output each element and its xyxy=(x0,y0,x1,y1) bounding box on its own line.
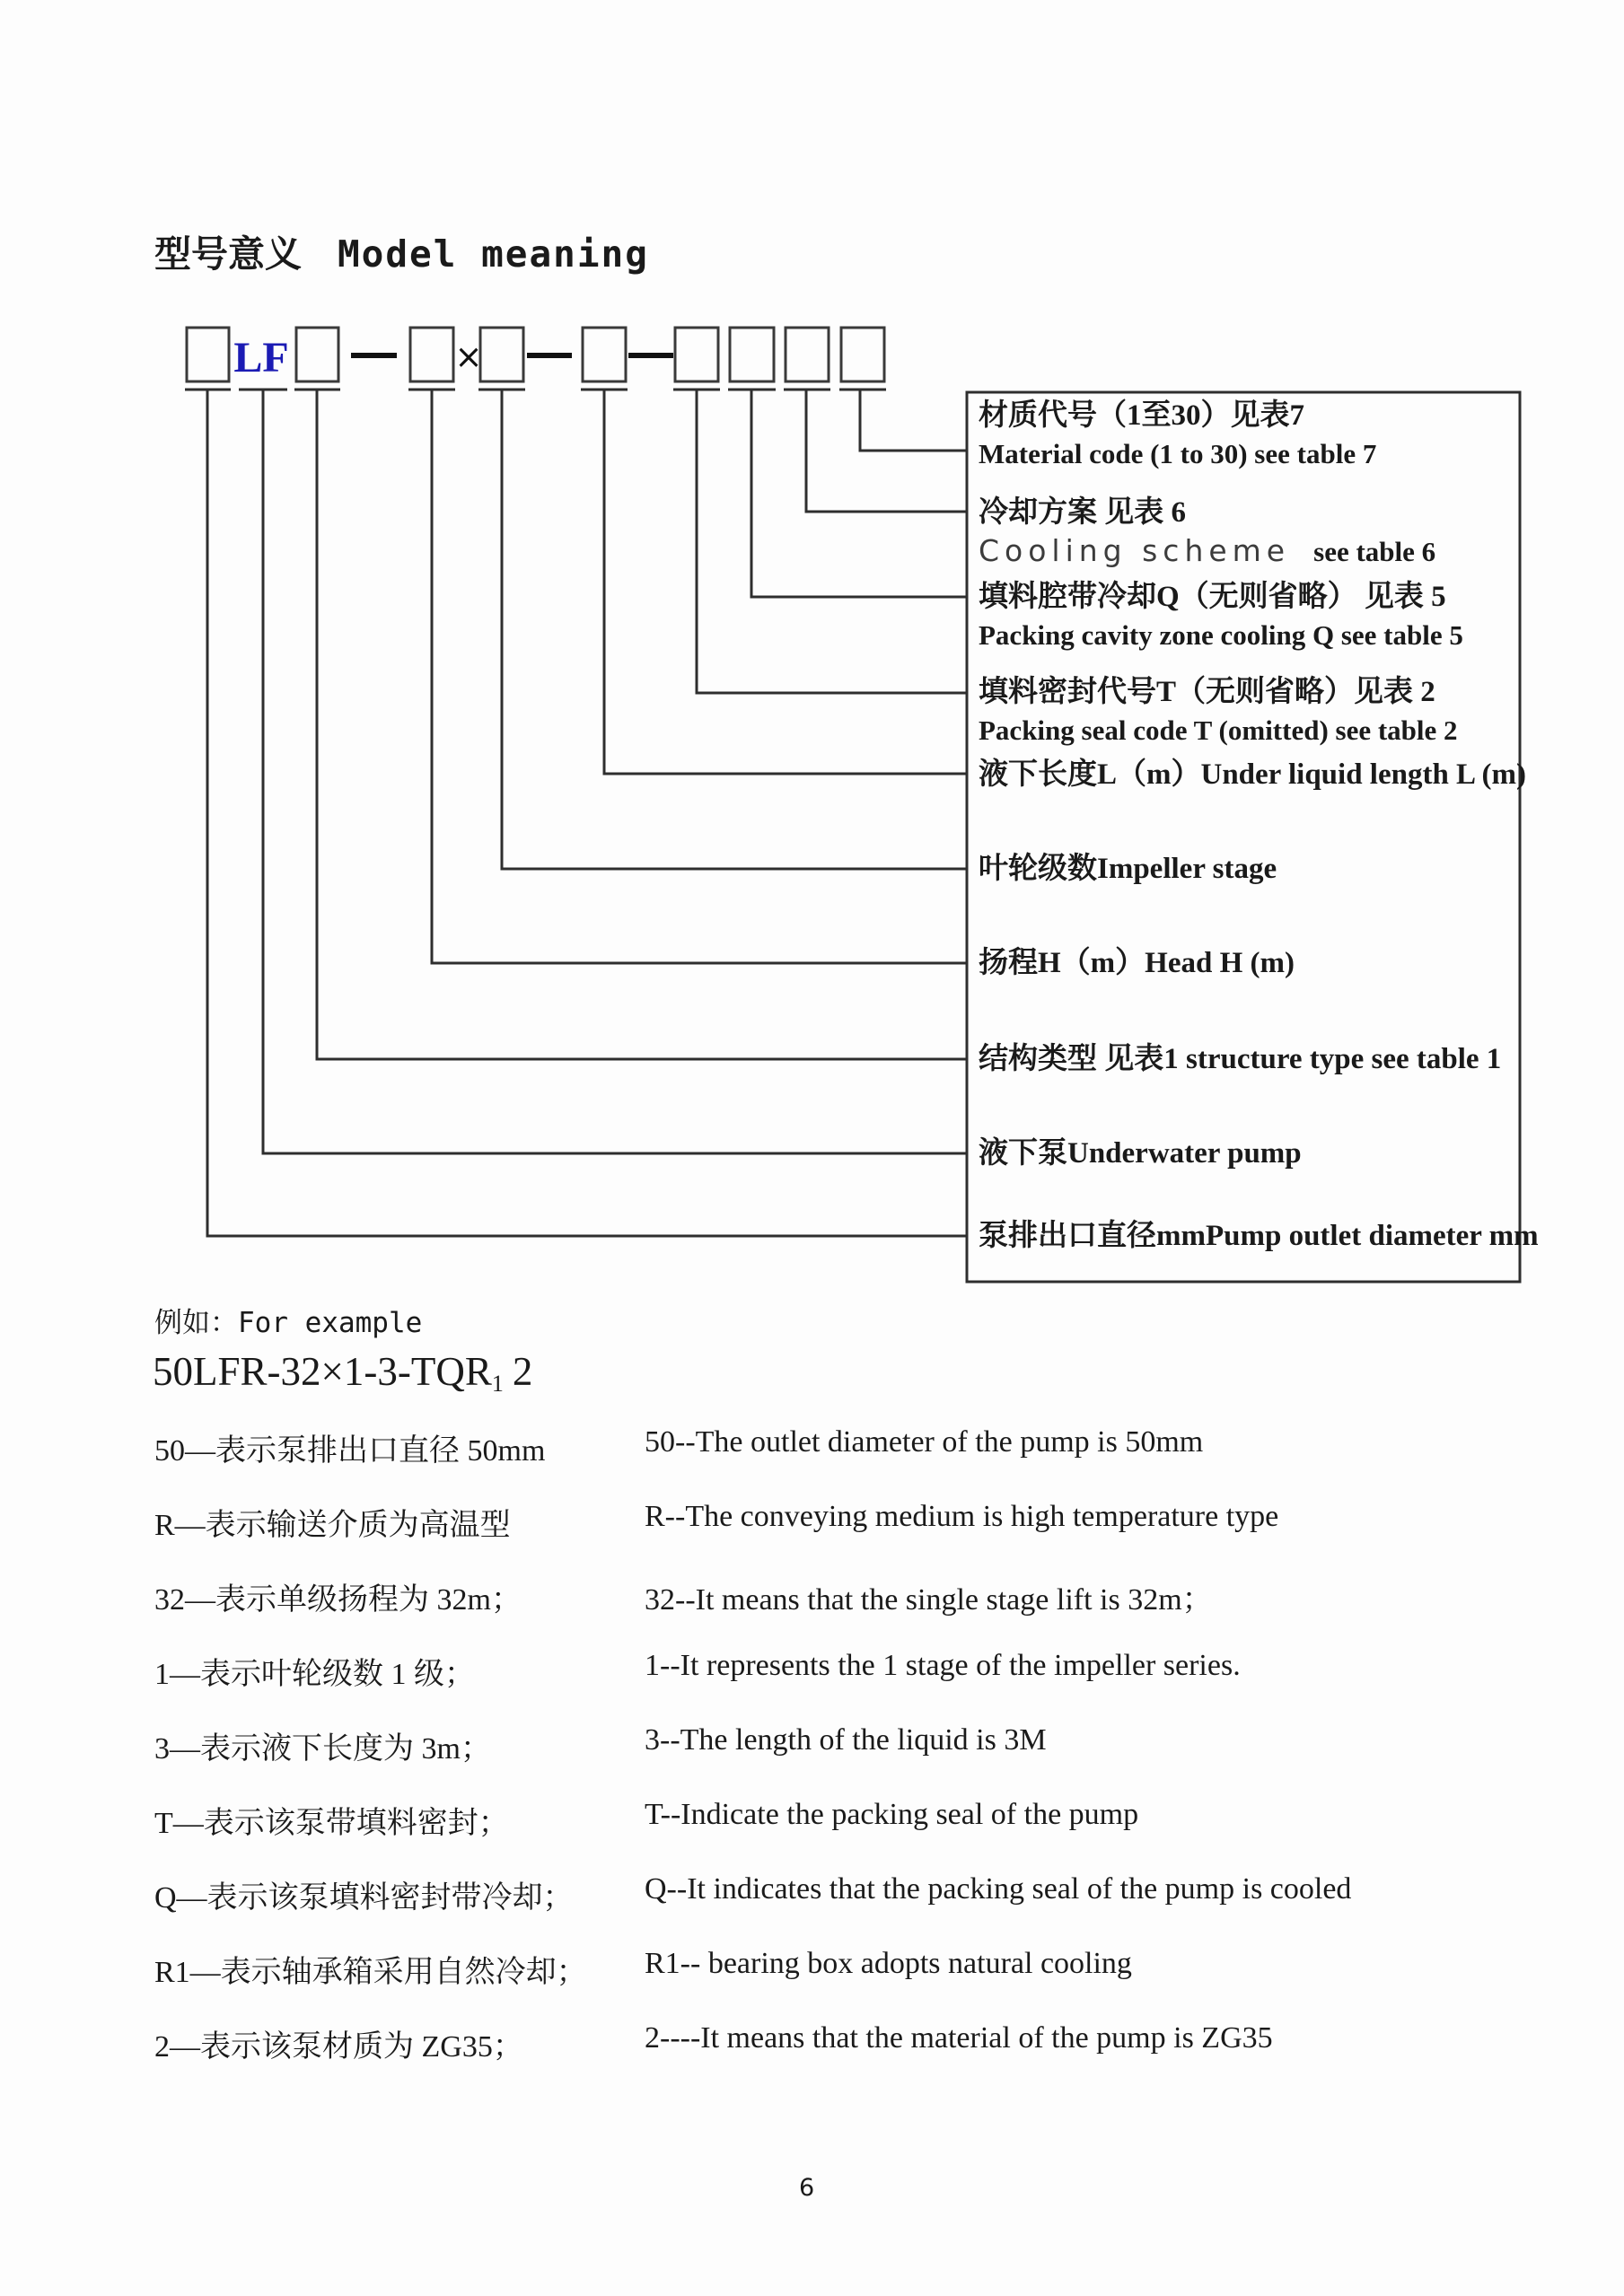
example-row-50 xyxy=(0,1425,1624,1468)
connector-lf-underwater-pump xyxy=(263,390,967,1153)
example-row-1-en: 1--It represents the 1 stage of the impeller series. xyxy=(645,1649,1241,1682)
example-row-r1 xyxy=(0,1947,1624,1989)
example-row-q xyxy=(0,1872,1624,1915)
example-row-3 xyxy=(0,1723,1624,1766)
connector-box9-material-code xyxy=(860,390,967,451)
callout-structure-type-line: 结构类型 见表1 structure type see table 1 xyxy=(979,1043,1502,1075)
callout-impeller-stage xyxy=(979,848,1277,889)
callout-cooling-scheme-en-light: Cooling scheme xyxy=(979,533,1291,568)
connector-box5-under-liquid-length xyxy=(604,390,967,774)
callout-head-line: 扬程H（m）Head H (m) xyxy=(979,947,1295,979)
callout-packing-cavity-cooling xyxy=(979,576,1463,653)
code-box-1 xyxy=(187,328,229,381)
callout-underwater-pump-line: 液下泵Underwater pump xyxy=(979,1137,1302,1170)
callout-material-code-cn: 材质代号（1至30）见表7 xyxy=(979,399,1304,432)
example-row-q-en: Q--It indicates that the packing seal of the pump is cooled xyxy=(645,1872,1352,1906)
callout-material-code xyxy=(979,395,1376,472)
example-row-t-en: T--Indicate the packing seal of the pump xyxy=(645,1798,1139,1831)
example-row-32-en: 32--It means that the single stage lift is 32m； xyxy=(645,1583,1213,1617)
connector-box3-head xyxy=(432,390,967,963)
example-row-2 xyxy=(0,2021,1624,2064)
code-prefix-LF: LF xyxy=(233,334,289,381)
example-row-q-cn: Q—表示该泵填料密封带冷却； xyxy=(154,1881,574,1915)
example-row-3-cn: 3—表示液下长度为 3m； xyxy=(154,1732,491,1766)
page-title-en: Model meaning xyxy=(338,232,649,276)
callout-cooling-scheme-cn: 冷却方案 见表 6 xyxy=(979,496,1186,529)
example-model-code xyxy=(153,1348,532,1398)
callout-packing-seal-code-en: Packing seal code T (omitted) see table 2 xyxy=(979,714,1458,746)
example-row-r1-cn: R1—表示轴承箱采用自然冷却； xyxy=(154,1956,587,1989)
callout-impeller-stage-line: 叶轮级数Impeller stage xyxy=(979,853,1277,885)
page-title-cn: 型号意义 xyxy=(154,232,302,276)
example-row-r-cn: R—表示输送介质为高温型 xyxy=(154,1509,511,1542)
example-row-2-en: 2----It means that the material of the pump is ZG35 xyxy=(645,2021,1273,2055)
callout-packing-cavity-cooling-en: Packing cavity zone cooling Q see table 5 xyxy=(979,619,1463,651)
page-number: 6 xyxy=(799,2174,815,2202)
callout-material-code-en: Material code (1 to 30) see table 7 xyxy=(979,438,1377,469)
callout-packing-seal-code xyxy=(979,671,1458,749)
connector-box4-impeller-stage xyxy=(502,390,967,869)
model-code-main: 50LFR-32×1-3-TQR xyxy=(153,1349,492,1394)
example-row-32 xyxy=(0,1574,1624,1617)
code-box-8 xyxy=(786,328,829,381)
example-row-t-cn: T—表示该泵带填料密封； xyxy=(154,1807,509,1840)
example-row-1 xyxy=(0,1649,1624,1691)
example-row-r1-en: R1-- bearing box adopts natural cooling xyxy=(645,1947,1132,1980)
model-code-suffix: 2 xyxy=(512,1349,533,1394)
example-row-r xyxy=(0,1500,1624,1542)
callout-cooling-scheme-en: see table 6 xyxy=(1313,536,1436,567)
callout-packing-cavity-cooling-cn: 填料腔带冷却Q（无则省略） 见表 5 xyxy=(979,581,1446,613)
example-row-3-en: 3--The length of the liquid is 3M xyxy=(645,1723,1047,1757)
example-intro xyxy=(154,1300,422,1340)
code-box-6 xyxy=(675,328,718,381)
callout-packing-seal-code-cn: 填料密封代号T（无则省略）见表 2 xyxy=(979,676,1435,708)
callout-outlet-diameter-line: 泵排出口直径mmPump outlet diameter mm xyxy=(979,1220,1539,1252)
code-box-4 xyxy=(480,328,523,381)
example-row-2-cn: 2—表示该泵材质为 ZG35； xyxy=(154,2030,523,2064)
code-box-7 xyxy=(730,328,774,381)
callout-underwater-pump xyxy=(979,1133,1302,1174)
callout-cooling-scheme xyxy=(979,492,1435,570)
callout-structure-type xyxy=(979,1038,1501,1080)
multiply-sign: × xyxy=(454,337,483,376)
code-box-9 xyxy=(841,328,884,381)
connector-box1-outlet-diameter xyxy=(207,390,967,1236)
model-code-subscript: 1 xyxy=(491,1371,504,1397)
code-box-2 xyxy=(296,328,338,381)
callout-under-liquid-length xyxy=(979,754,1526,795)
code-box-3 xyxy=(410,328,453,381)
example-row-r-en: R--The conveying medium is high temperature type xyxy=(645,1500,1279,1533)
example-row-1-cn: 1—表示叶轮级数 1 级； xyxy=(154,1658,475,1691)
code-box-5 xyxy=(583,328,626,381)
example-intro-en: For example xyxy=(238,1307,423,1339)
callout-under-liquid-length-line: 液下长度L（m）Under liquid length L (m) xyxy=(979,758,1526,791)
connector-lines xyxy=(207,390,967,1236)
example-row-t xyxy=(0,1798,1624,1840)
callout-head xyxy=(979,942,1295,984)
connector-box6-packing-seal-code xyxy=(697,390,967,693)
example-row-32-cn: 32—表示单级扬程为 32m； xyxy=(154,1583,522,1617)
example-intro-cn: 例如： xyxy=(154,1307,238,1338)
example-row-50-cn: 50—表示泵排出口直径 50mm xyxy=(154,1434,546,1468)
callout-outlet-diameter xyxy=(979,1215,1539,1257)
connector-box2-structure-type xyxy=(317,390,967,1059)
example-row-50-en: 50--The outlet diameter of the pump is 50mm xyxy=(645,1425,1204,1459)
